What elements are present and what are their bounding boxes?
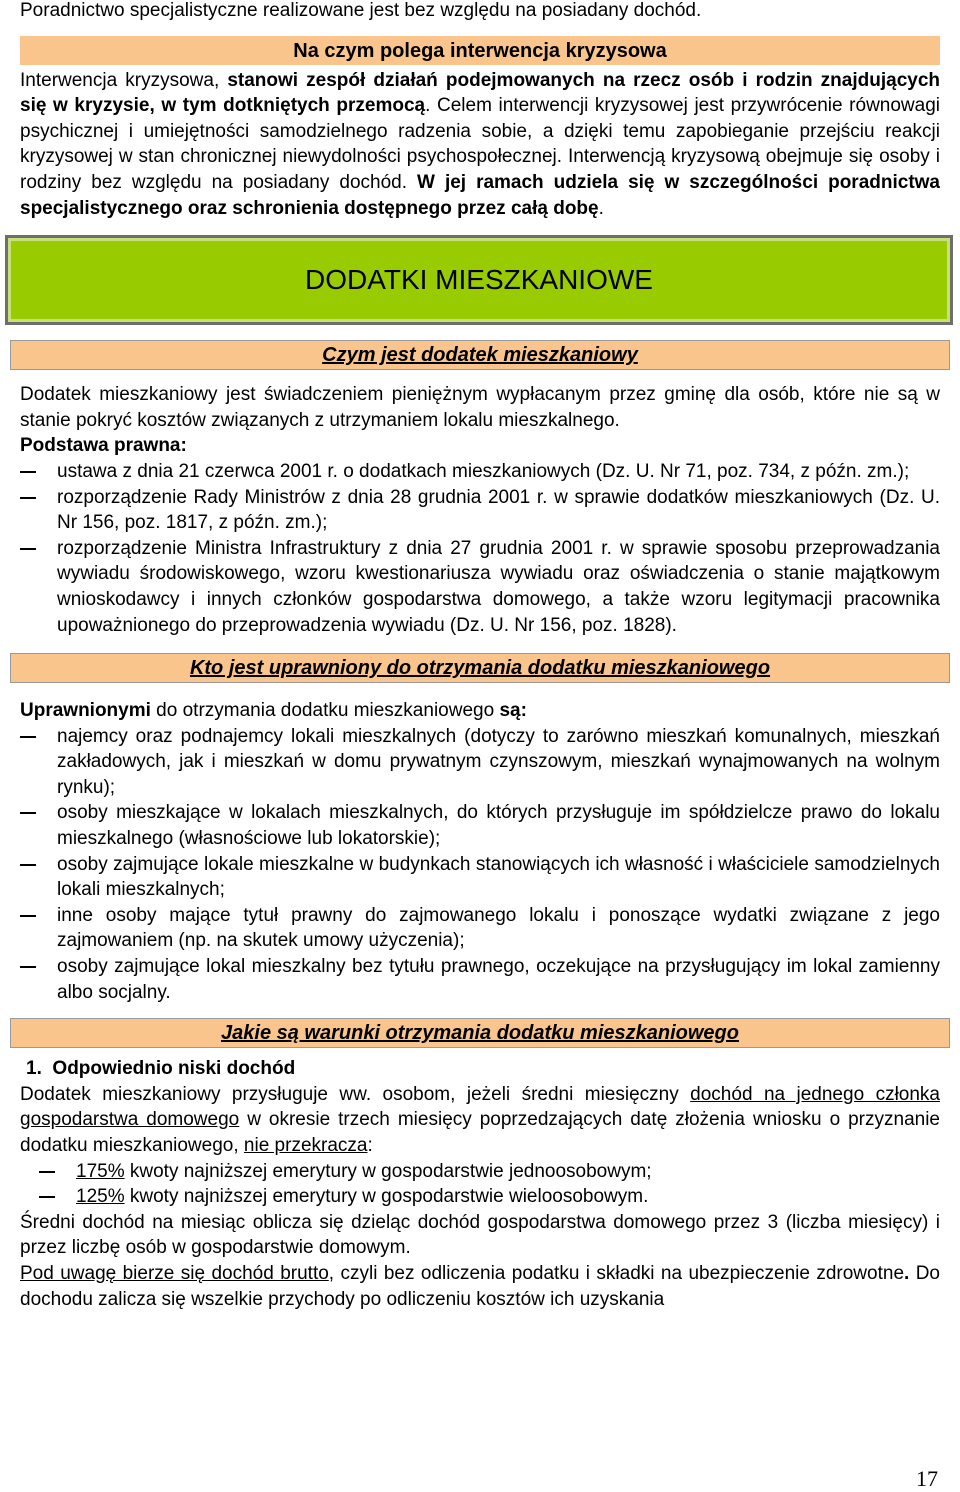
crisis-text-c: . Celem interwencji kryzysowej jest przywrócenie równowagi psychicznej i umiejętności samodzielnego radzenia sobie, a dzięki temu zapobieganie przejściu reakcji kryzysowej w stan chronicznej niewydolności psychospołecznej. Interwencją kryzysową obejmuje się osoby i rodziny bez względu na posiadany dochód. bbox=[20, 95, 941, 193]
list-item bbox=[20, 800, 940, 851]
list-item-text: rozporządzenie Rady Ministrów z dnia 28 grudnia 2001 r. w sprawie dodatków mieszkaniowych (Dz. U. Nr 156, poz. 1817, z późn. zm.); bbox=[57, 486, 940, 534]
crisis-heading-bar bbox=[20, 36, 940, 65]
document-page bbox=[20, 0, 940, 1312]
section1-description: Dodatek mieszkaniowy jest świadczeniem pieniężnym wypłacanym przez gminę dla osób, które nie są w stanie pokryć kosztów związanych z utrzymaniem lokalu mieszkalnego. bbox=[20, 384, 940, 431]
legal-basis-label-text: Podstawa prawna: bbox=[20, 435, 187, 457]
dash-icon bbox=[20, 471, 36, 473]
section-heading-what: Czym jest dodatek mieszkaniowy bbox=[10, 340, 950, 370]
section2-lead bbox=[20, 698, 940, 724]
income-threshold-list bbox=[20, 1159, 940, 1210]
crisis-heading: Na czym polega interwencja kryzysowa bbox=[293, 39, 667, 62]
section-heading-conditions: Jakie są warunki otrzymania dodatku mieszkaniowego bbox=[10, 1018, 950, 1048]
section-heading-who: Kto jest uprawniony do otrzymania dodatku mieszkaniowego bbox=[10, 653, 950, 683]
list-item-text: ustawa z dnia 21 czerwca 2001 r. o dodatkach mieszkaniowych (Dz. U. Nr 71, poz. 734, z późn. zm.); bbox=[57, 460, 910, 482]
crisis-text-e: . bbox=[598, 197, 604, 219]
page-number: 17 bbox=[916, 1466, 938, 1491]
dash-icon bbox=[39, 1196, 55, 1198]
legal-basis-label bbox=[20, 433, 940, 459]
threshold-text: kwoty najniższej emerytury w gospodarstwie wieloosobowym. bbox=[124, 1186, 649, 1208]
income-text-c: w okresie trzech miesięcy poprzedzających datę złożenia wniosku o przyznanie dodatku mieszkaniowego, bbox=[20, 1109, 940, 1156]
list-item bbox=[20, 1159, 940, 1185]
list-item-text: inne osoby mające tytuł prawny do zajmowanego lokalu i ponoszące wydatki związane z jego zajmowaniem (np. na skutek umowy użyczenia); bbox=[57, 904, 940, 952]
average-income-paragraph: Średni dochód na miesiąc oblicza się dzieląc dochód gospodarstwa domowego przez 3 (liczba miesięcy) i przez liczbę osób w gospodarstwie domowym. bbox=[20, 1211, 940, 1259]
lead-text-c: są: bbox=[499, 700, 527, 722]
list-item-text: osoby zajmujące lokal mieszkalny bez tytułu prawnego, oczekujące na przysługujący im lokal zamienny albo socjalny. bbox=[57, 956, 940, 1003]
list-item bbox=[20, 536, 940, 638]
gross-text-b: , czyli bez odliczenia podatku i składki na ubezpieczenie zdrowotne bbox=[328, 1262, 905, 1284]
eligible-list bbox=[20, 724, 940, 1006]
income-text-d: nie przekracza bbox=[243, 1135, 368, 1156]
income-text-e: : bbox=[367, 1135, 373, 1156]
dash-icon bbox=[20, 497, 36, 499]
condition-number: 1. bbox=[26, 1058, 42, 1080]
gross-text-d: Do dochodu zalicza się wszelkie przychody po odliczeniu kosztów ich uzyskania bbox=[20, 1262, 940, 1310]
crisis-text-d: W jej ramach udziela się w szczególności poradnictwa specjalistycznego oraz schronienia dostępnego przez całą dobę bbox=[20, 171, 940, 219]
dash-icon bbox=[20, 966, 36, 968]
list-item bbox=[20, 954, 940, 1005]
threshold-text: kwoty najniższej emerytury w gospodarstwie jednoosobowym; bbox=[124, 1160, 652, 1182]
banner-title: DODATKI MIESZKANIOWE bbox=[305, 264, 653, 296]
dash-icon bbox=[20, 864, 36, 866]
banner-dodatki bbox=[5, 235, 953, 325]
crisis-text-a: Interwencja kryzysowa, bbox=[20, 69, 228, 91]
gross-income-paragraph bbox=[20, 1261, 940, 1312]
list-item bbox=[20, 903, 940, 954]
legal-basis-list bbox=[20, 459, 940, 638]
list-item-text: osoby zajmujące lokale mieszkalne w budynkach stanowiących ich własność i właściciele samodzielnych lokali mieszkalnych; bbox=[57, 853, 940, 901]
lead-text-a: Uprawnionymi bbox=[20, 700, 151, 722]
condition-label: Odpowiednio niski dochód bbox=[52, 1058, 296, 1080]
condition-heading bbox=[20, 1056, 940, 1082]
lead-text-b: do otrzymania dodatku mieszkaniowego bbox=[150, 700, 500, 722]
threshold-percent: 125% bbox=[76, 1186, 125, 1208]
list-item-text: osoby mieszkające w lokalach mieszkalnych, do których przysługuje im spółdzielcze prawo do lokalu mieszkalnego (własnościowe lub lokatorskie); bbox=[57, 802, 940, 850]
list-item-text: najemcy oraz podnajemcy lokali mieszkalnych (dotyczy to zarówno mieszkań komunalnych, mieszkań zakładowych, jak i mieszkań w domu prywatnym czynszowym, mieszkań wynajmowanych na wolnym rynku); bbox=[57, 725, 940, 798]
list-item bbox=[20, 852, 940, 903]
income-text-a: Dodatek mieszkaniowy przysługuje ww. osobom, jeżeli średni miesięczny bbox=[20, 1083, 691, 1105]
dash-icon bbox=[39, 1171, 55, 1173]
list-item-text: rozporządzenie Ministra Infrastruktury z dnia 27 grudnia 2001 r. w sprawie sposobu przeprowadzania wywiadu środowiskowego, wzoru kwestionariusza wywiadu oraz oświadczenia o stanie majątkowym wnioskodawcy i innych członków gospodarstwa domowego, a także wzoru legitymacji pracownika upoważnionego do przeprowadzenia wywiadu (Dz. U. Nr 156, poz. 1828). bbox=[57, 537, 940, 636]
dash-icon bbox=[20, 915, 36, 917]
crisis-text-b: stanowi zespół działań podejmowanych na rzecz osób i rodzin znajdujących się w kryzysie, w tym dotkniętych przemocą bbox=[20, 69, 940, 117]
gross-text-a: Pod uwagę bierze się dochód brutto bbox=[20, 1262, 329, 1284]
list-item bbox=[20, 485, 940, 536]
dash-icon bbox=[20, 548, 36, 550]
threshold-percent: 175% bbox=[76, 1160, 125, 1182]
crisis-paragraph bbox=[20, 68, 940, 222]
dash-icon bbox=[20, 736, 36, 738]
dash-icon bbox=[20, 812, 36, 814]
intro-line: Poradnictwo specjalistyczne realizowane jest bez względu na posiadany dochód. bbox=[20, 0, 702, 21]
list-item bbox=[20, 459, 940, 485]
list-item bbox=[20, 1184, 940, 1210]
list-item bbox=[20, 724, 940, 801]
gross-text-c: . bbox=[904, 1262, 910, 1284]
income-paragraph bbox=[20, 1082, 940, 1159]
income-text-b: dochód na jednego członka gospodarstwa domowego bbox=[20, 1083, 940, 1131]
